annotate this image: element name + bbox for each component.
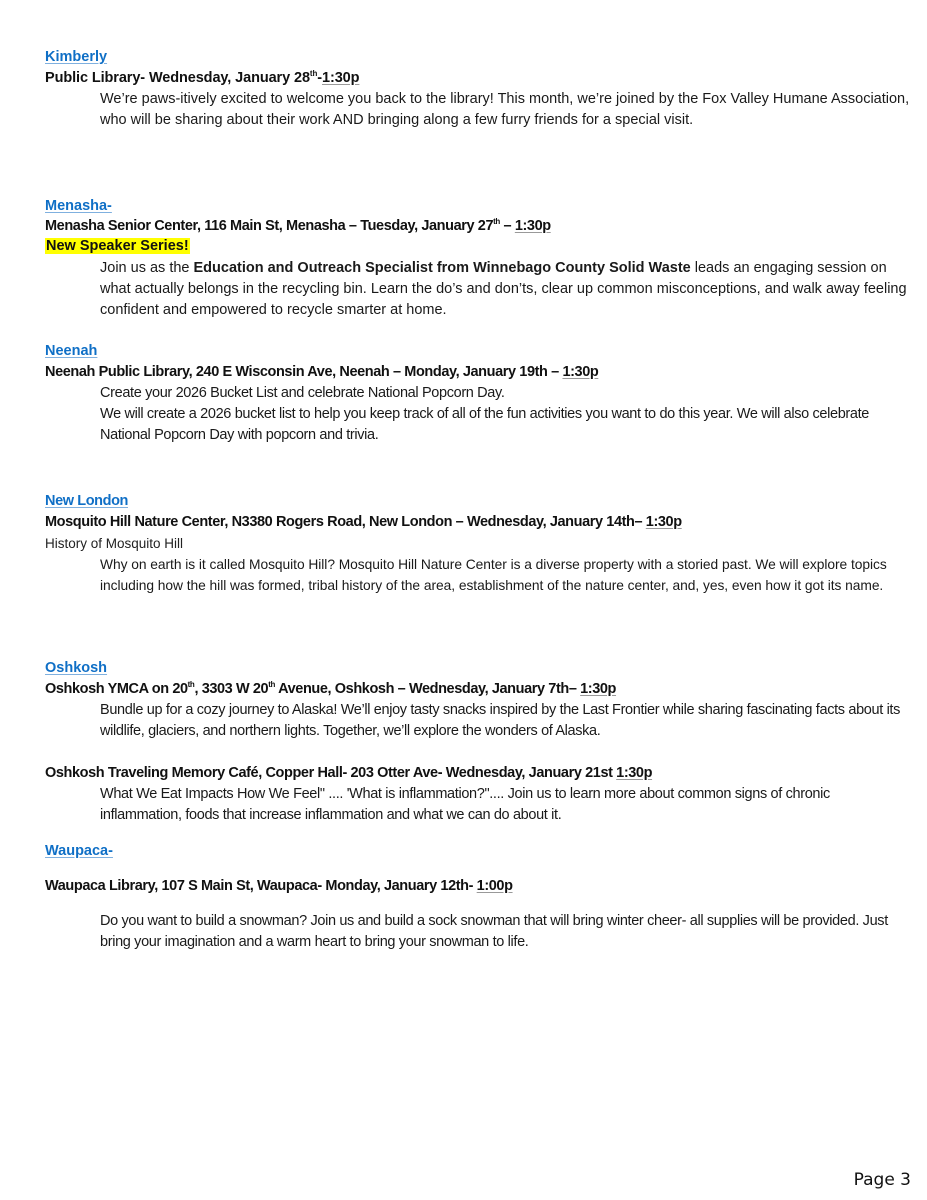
event-tagline-neenah: Create your 2026 Bucket List and celebrate National Popcorn Day. (100, 385, 505, 401)
venue-text: Oshkosh YMCA on 20 (45, 681, 188, 697)
ordinal-suffix: th (268, 680, 275, 690)
event-time: 1:30p (580, 681, 617, 697)
event-description-kimberly: We’re paws-itively excited to welcome you back to the library! This month, we’re joined by the Fox Valley Humane Association, who will be sharing about their work AND bringing along a few furry friends for a special visit. (100, 91, 910, 128)
ordinal-suffix: th (309, 69, 318, 79)
venue-text: Oshkosh Traveling Memory Café, Copper Hall- 203 Otter Ave- Wednesday, January 21st (45, 765, 617, 781)
city-heading-waupaca[interactable]: Waupaca- (45, 843, 113, 859)
event-subtitle-new-london: History of Mosquito Hill (45, 536, 184, 551)
venue-text: Mosquito Hill Nature Center, N3380 Rogers Road, New London – Wednesday, January 14th– (45, 514, 646, 530)
event-time: 1:30p (514, 218, 551, 234)
event-description-oshkosh-ymca: Bundle up for a cozy journey to Alaska! We’ll enjoy tasty snacks inspired by the Last Frontier while sharing fascinating facts about its wildlife, glaciers, and northern lights. Together, we’ll explore the wonders of Alaska. (100, 702, 901, 739)
event-venue-new-london (45, 513, 682, 531)
venue-text: Avenue, Oshkosh – Wednesday, January 7th– (275, 681, 581, 697)
separator: - (317, 70, 323, 86)
event-description-waupaca: Do you want to build a snowman? Join us and build a sock snowman that will bring winter cheer- all supplies will be provided. Just bring your imagination and a warm heart to bring your snowman to life. (100, 913, 888, 950)
event-venue-kimberly (45, 69, 359, 87)
event-time: 1:30p (645, 514, 682, 530)
event-venue-neenah (45, 363, 598, 381)
venue-text: Public Library- Wednesday, January 28 (45, 70, 310, 86)
city-heading-neenah[interactable]: Neenah (45, 343, 98, 359)
venue-text: Waupaca Library, 107 S Main St, Waupaca- Monday, January 12th- (45, 878, 477, 894)
city-heading-menasha[interactable]: Menasha- (45, 198, 112, 214)
city-heading-new-london[interactable]: New London (45, 493, 128, 509)
separator: – (499, 218, 515, 234)
venue-text: Neenah Public Library, 240 E Wisconsin Ave, Neenah – Monday, January 19th – (45, 364, 563, 380)
desc-bold: Education and Outreach Specialist from Winnebago County Solid Waste (193, 260, 691, 276)
highlight-label: New Speaker Series! (46, 238, 189, 254)
city-heading-kimberly[interactable]: Kimberly (45, 49, 108, 65)
event-description-menasha (100, 258, 910, 321)
venue-text: Menasha Senior Center, 116 Main St, Menasha – Tuesday, January 27 (45, 218, 494, 234)
event-description-neenah: We will create a 2026 bucket list to help you keep track of all of the fun activities you want to do this year. We will also celebrate National Popcorn Day with popcorn and trivia. (100, 406, 870, 443)
event-description-oshkosh-memory-cafe: What We Eat Impacts How We Feel" .... 'What is inflammation?".... Join us to learn more about common signs of chronic inflammation, foods that increase inflammation and what we can do about it. (100, 786, 830, 823)
city-heading-oshkosh[interactable]: Oshkosh (45, 660, 108, 676)
event-venue-waupaca (45, 877, 513, 895)
page-number: Page 3 (853, 1170, 911, 1190)
desc-suffix: leads an engaging session on what actually belongs in the recycling bin. Learn the do’s and don’ts, clear up common misconceptions, and walk away feeling confident and empowered to recycle smarter at home. (100, 260, 907, 318)
venue-text: , 3303 W 20 (194, 681, 269, 697)
ordinal-suffix: th (187, 680, 195, 690)
event-time: 1:30p (322, 70, 360, 86)
event-time: 1:00p (476, 878, 513, 894)
event-time: 1:30p (562, 364, 599, 380)
event-time: 1:30p (616, 765, 653, 781)
desc-prefix: Join us as the (100, 260, 194, 276)
ordinal-suffix: th (493, 217, 500, 227)
event-description-new-london: Why on earth is it called Mosquito Hill? Mosquito Hill Nature Center is a diverse property with a storied past. We will explore topics including how the hill was formed, tribal history of the area, establishment of the nature center, and, yes, even how it got its name. (100, 557, 887, 593)
new-speaker-series-banner (45, 237, 190, 255)
event-venue-oshkosh-ymca (45, 680, 616, 698)
event-venue-oshkosh-memory-cafe (45, 764, 652, 782)
event-venue-menasha (45, 217, 551, 235)
